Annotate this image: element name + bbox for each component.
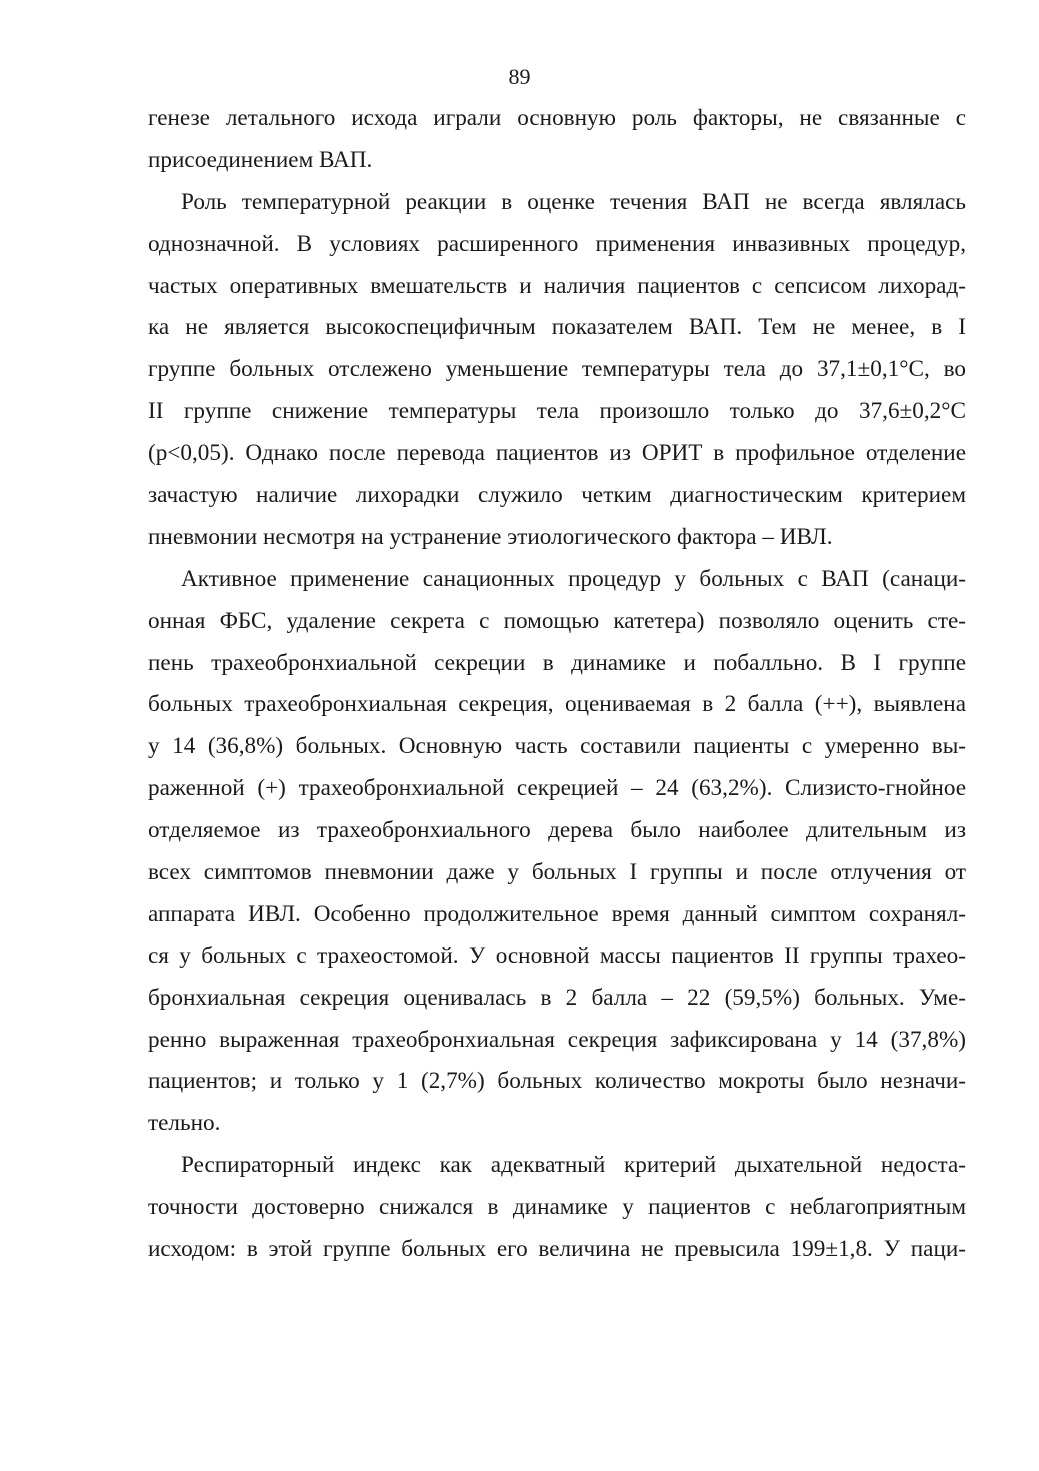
- text-line: ренно выраженная трахеобронхиальная секреция зафиксирована у 14 (37,8%): [148, 1026, 966, 1053]
- text-line: зачастую наличие лихорадки служило четким диагностическим критерием: [148, 482, 966, 509]
- text-line: генезе летального исхода играли основную роль факторы, не связанные с: [148, 105, 966, 131]
- text-line: бронхиальная секреция оценивалась в 2 балла – 22 (59,5%) больных. Уме-: [148, 984, 966, 1011]
- text-line: отделяемое из трахеобронхиального дерева было наиболее длительным из: [148, 817, 966, 844]
- document-body: [148, 98, 966, 1271]
- text-line: аппарата ИВЛ. Особенно продолжительное время данный симптом сохранял-: [148, 900, 966, 927]
- text-line: точности достоверно снижался в динамике у пациентов с неблагоприятным: [148, 1194, 966, 1221]
- text-line: Респираторный индекс как адекватный критерий дыхательной недоста-: [181, 1152, 966, 1179]
- text-line: у 14 (36,8%) больных. Основную часть составили пациенты с умеренно вы-: [148, 733, 966, 760]
- text-line: ся у больных с трахеостомой. У основной массы пациентов II группы трахео-: [148, 942, 966, 969]
- paragraph: [148, 98, 966, 182]
- paragraph: [148, 559, 966, 1145]
- text-line: (p<0,05). Однако после перевода пациентов из ОРИТ в профильное отделение: [148, 440, 966, 467]
- text-line: всех симптомов пневмонии даже у больных I группы и после отлучения от: [148, 859, 966, 886]
- text-line: группе больных отслежено уменьшение температуры тела до 37,1±0,1°С, во: [148, 356, 966, 383]
- text-line: исходом: в этой группе больных его величина не превысила 199±1,8. У паци-: [148, 1236, 966, 1263]
- paragraph: [148, 1145, 966, 1271]
- text-line: раженной (+) трахеобронхиальной секрецией – 24 (63,2%). Слизисто-гнойное: [148, 775, 966, 802]
- text-line: пень трахеобронхиальной секреции в динамике и побалльно. В I группе: [148, 649, 966, 676]
- text-line: онная ФБС, удаление секрета с помощью катетера) позволяло оценить сте-: [148, 607, 966, 634]
- text-line: однозначной. В условиях расширенного применения инвазивных процедур,: [148, 230, 966, 257]
- paragraph: [148, 182, 966, 559]
- text-line: Роль температурной реакции в оценке течения ВАП не всегда являлась: [181, 188, 966, 215]
- text-line: пациентов; и только у 1 (2,7%) больных количество мокроты было незначи-: [148, 1068, 966, 1095]
- text-line: тельно.: [148, 1110, 221, 1137]
- text-line: присоединением ВАП.: [148, 146, 373, 173]
- text-line: II группе снижение температуры тела произошло только до 37,6±0,2°С: [148, 398, 966, 425]
- page-number: 89: [508, 64, 531, 89]
- text-line: частых оперативных вмешательств и наличия пациентов с сепсисом лихорад-: [148, 272, 966, 299]
- text-line: Активное применение санационных процедур у больных с ВАП (санаци-: [181, 565, 966, 592]
- text-line: ка не является высокоспецифичным показателем ВАП. Тем не менее, в I: [148, 314, 966, 341]
- text-line: пневмонии несмотря на устранение этиологического фактора – ИВЛ.: [148, 523, 833, 550]
- text-line: больных трахеобронхиальная секреция, оцениваемая в 2 балла (++), выявлена: [148, 691, 966, 718]
